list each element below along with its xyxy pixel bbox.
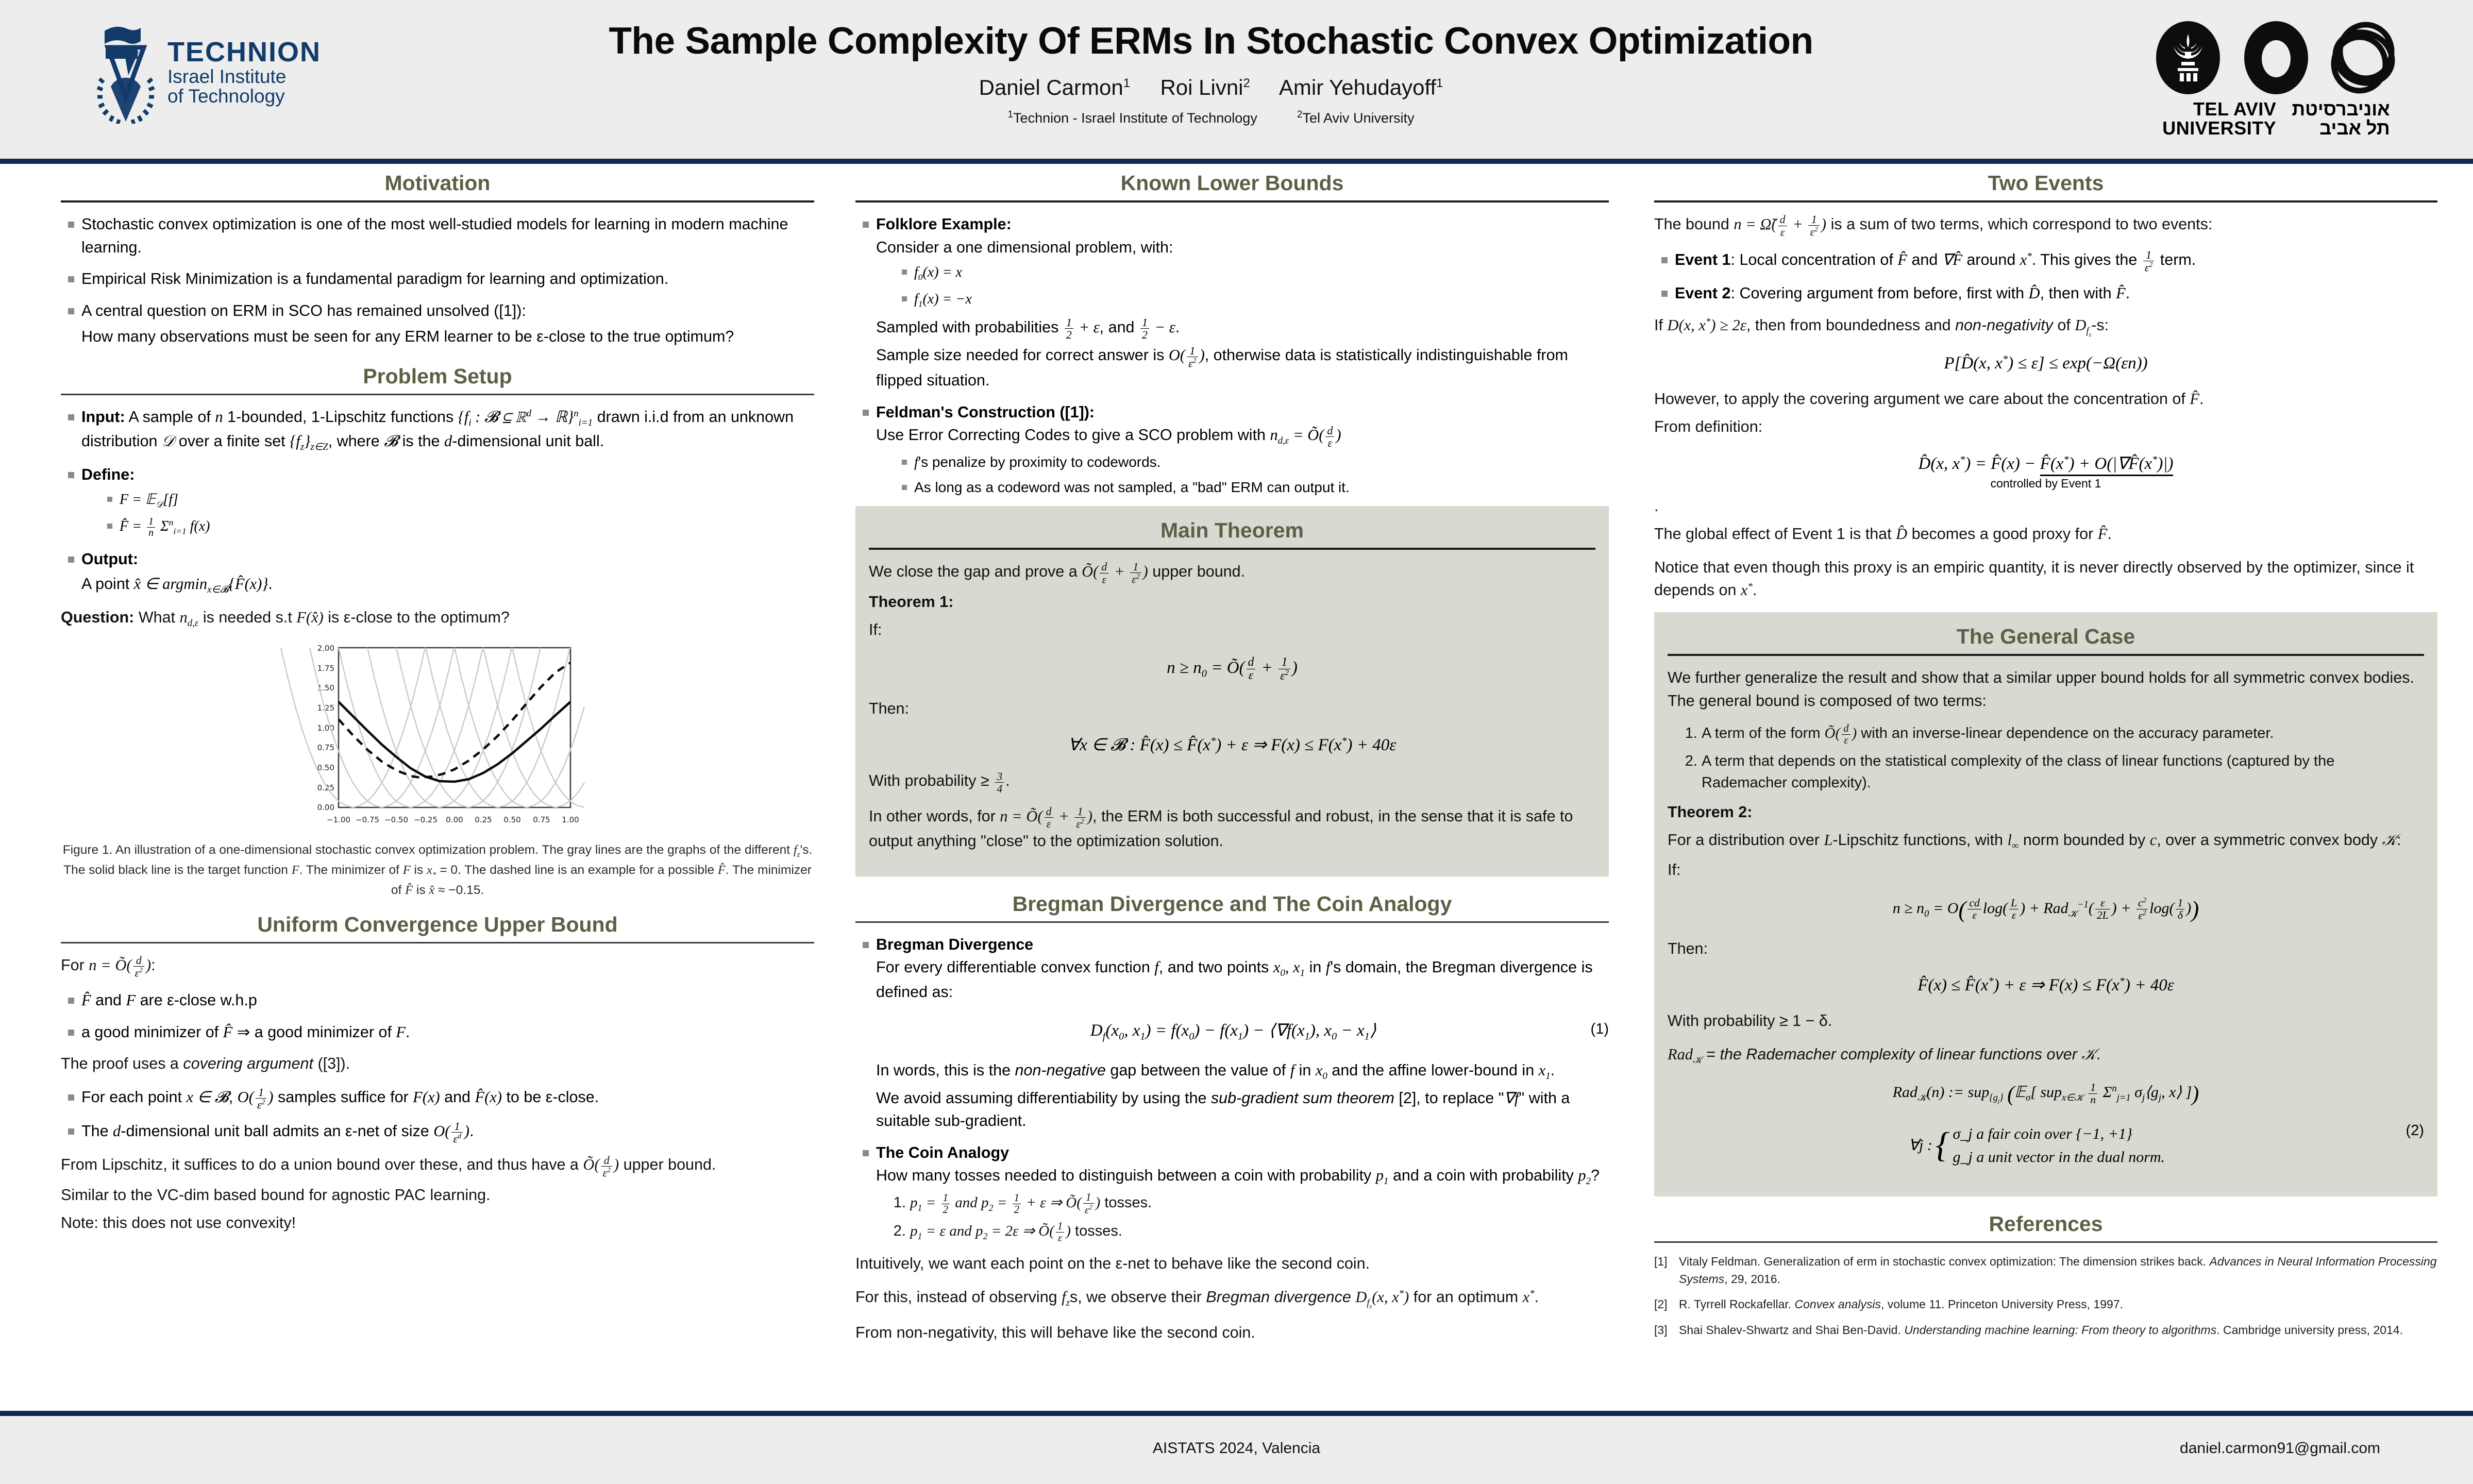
gc-forall-line2: g_j a unit vector in the dual norm.: [1953, 1148, 2165, 1166]
affil-text: Technion - Israel Institute of Technology: [1013, 110, 1257, 126]
section-known-lower-bounds: [855, 164, 1609, 497]
column-middle: [855, 164, 1609, 1354]
reference-item: [1654, 1322, 2437, 1339]
section-title-references: References: [1989, 1211, 2103, 1236]
section-main-theorem: [855, 506, 1609, 876]
gc-probability: With probability ≥ 1 − δ.: [1668, 1012, 1832, 1030]
feldman-items: [876, 452, 1609, 497]
gc-items: [1668, 722, 2424, 794]
list-item-input: Input: A sample of n 1-bounded, 1-Lipschitz functions {$f_i$ : 𝓑 ⊆ ℝ$^d$ → ℝ}$^n_{i=1}$ drawn i.i.d from an unknown distribution 𝒟 over a finite set $\{f_z\}_{z\in Z}$, where 𝓑 is the d-dimensional unit ball.: [61, 406, 814, 454]
author-name: Amir Yehudayoff: [1278, 75, 1437, 100]
reference-text: R. Tyrrell Rockafellar. Convex analysis, volume 11. Princeton University Press, 1997.: [1679, 1297, 2124, 1311]
mt-theorem-label: Theorem 1:: [869, 593, 954, 611]
list-item: f's penalize by proximity to codewords.: [896, 452, 1609, 473]
ucub-for-line: For n = Õ( $\frac{d}{\varepsilon^2}$ ):: [61, 953, 156, 980]
te-equation-1: P[D̂(x, x*) ≤ ε] ≤ exp(−Ω(εn)): [1944, 353, 2148, 373]
list-item: A central question on ERM in SCO has remained unsolved ([1]): How many observations must be seen for any ERM learner to be ε-close to the true optimum?: [61, 299, 814, 348]
gc-if-label: If:: [1668, 861, 1681, 879]
te-if-line: If D(x, x*) ≥ 2ε, then from boundedness and non-negativity of $D_{f_z}-s$:: [1654, 316, 2109, 338]
svg-text:−0.25: −0.25: [414, 815, 438, 825]
klb-bullets: [855, 213, 1609, 497]
gc-theorem-intro: For a distribution over L-Lipschitz functions, with $l_\infty$ norm bounded by c, over a symmetric convex body 𝒦:: [1668, 831, 2401, 852]
svg-text:0.75: 0.75: [317, 743, 334, 753]
section-uniform-convergence: [61, 905, 814, 1235]
poster-columns: [0, 164, 2473, 1401]
title-block: [464, 21, 1958, 126]
feldman-text: Use Error Correcting Codes to give a SCO problem with $n_{d,\varepsilon}$ = Õ( $\frac{d}{\varepsilon}$ ): [876, 424, 1341, 449]
reference-text: Vitaly Feldman. Generalization of erm in stochastic convex optimization: The dimension strikes back. Advances in Neural Information Processing Systems, 29, 2016.: [1679, 1254, 2437, 1286]
list-item: $f_1(x) = -x$: [896, 289, 1609, 311]
svg-text:0.00: 0.00: [317, 803, 334, 813]
author-list: [464, 75, 1958, 100]
technion-sub1: Israel Institute: [167, 65, 287, 87]
affil-text: Tel Aviv University: [1302, 110, 1415, 126]
section-title-two-events: Two Events: [1988, 171, 2104, 195]
list-item: Empirical Risk Minimization is a fundamental paradigm for learning and optimization.: [61, 267, 814, 291]
figure-caption: Figure 1. An illustration of a one-dimensional stochastic convex optimization problem. The gray lines are the graphs of the different $f_z's$. The solid black line is the target function F. The minimizer of F is $x_* = 0$. The dashed line is an example for a possible F̂. The minimizer of F̂ is x̂ ≈ −0.15.: [62, 843, 813, 897]
output-label: Output:: [81, 550, 139, 568]
tau-swirl-icon: [2326, 20, 2403, 96]
te-global: The global effect of Event 1 is that D̂ becomes a good proxy for F̂.: [1654, 525, 2112, 543]
bregman-bullets: [855, 933, 1609, 1244]
gc-equation-number: (2): [2405, 1122, 2424, 1139]
question-label: Question:: [61, 608, 134, 626]
technion-logo-text: [167, 38, 321, 107]
list-item: As long as a codeword was not sampled, a "bad" ERM can output it.: [896, 477, 1609, 497]
gc-forall-line1: σ_j a fair coin over {−1, +1}: [1953, 1125, 2132, 1142]
list-item: Stochastic convex optimization is one of the most well-studied models for learning in modern machine learning.: [61, 213, 814, 259]
list-item: F̂ and F are ε-close w.h.p: [61, 989, 814, 1012]
list-item: 2. $p_1 = \varepsilon$ and $p_2 = 2\varepsilon$ ⇒ Õ( $\frac{1}{\varepsilon}$ ) tosses.: [910, 1220, 1609, 1244]
gc-then-label: Then:: [1668, 939, 1708, 957]
gc-intro: We further generalize the result and show that a similar upper bound holds for all symmetric convex bodies. The general bound is composed of two terms:: [1668, 669, 2414, 710]
bd-intro: For every differentiable convex function f, and two points $x_0$, $x_1$ in f's domain, the Bregman divergence is defined as:: [876, 958, 1593, 1001]
two-events-list: [1654, 248, 2437, 305]
list-item: The d-dimensional unit ball admits an ε-net of size O( $\frac{1}{\varepsilon^d}$ ).: [61, 1120, 814, 1145]
svg-text:1.25: 1.25: [317, 703, 334, 713]
tau-menorah-icon: [2149, 20, 2227, 96]
technion-logo: [95, 21, 321, 124]
svg-text:−0.50: −0.50: [384, 815, 408, 825]
coin-label: The Coin Analogy: [876, 1143, 1010, 1161]
list-item-output: [61, 548, 814, 597]
footer-conference: AISTATS 2024, Valencia: [1152, 1440, 1321, 1457]
list-item-bregman-divergence: [855, 933, 1609, 1133]
ucub-bullets-2: [61, 1086, 814, 1144]
section-title-klb: Known Lower Bounds: [1120, 171, 1344, 195]
svg-text:1.00: 1.00: [317, 723, 334, 733]
coin-fromnon: From non-negativity, this will behave like the second coin.: [855, 1323, 1255, 1341]
svg-text:0.00: 0.00: [446, 815, 463, 825]
section-title-problem-setup: Problem Setup: [363, 364, 512, 388]
bd-avoid: We avoid assuming differentiability by using the sub-gradient sum theorem [2], to replace "∇f" with a suitable sub-gradient.: [876, 1089, 1570, 1130]
problem-setup-bullets: [61, 406, 814, 597]
footer-email[interactable]: daniel.carmon91@gmail.com: [2180, 1440, 2380, 1457]
poster-footer: [0, 1411, 2473, 1484]
gc-forall-label: ∀j :: [1908, 1137, 1932, 1154]
author-name: Daniel Carmon: [979, 75, 1123, 100]
coin-forthis: For this, instead of observing $f_zs$, we observe their Bregman divergence $D_{f_z}(x$, x*) for an optimum x*.: [855, 1288, 1539, 1310]
ucub-proof-line: The proof uses a covering argument ([3]).: [61, 1055, 350, 1073]
ucub-closing-3: Note: this does not use convexity!: [61, 1214, 296, 1232]
gc-equation-rad: Rad$_𝒦$(n) := sup$_{\{g_j\}}$ (𝔼$_\sigma$[ sup$_{x\in 𝒦}$ $\frac{1}{n}$ $\Sigma^n_{j=1}$ $\sigma_j⟨g_j$, x⟩ ]): [1892, 1081, 2199, 1106]
list-item: For each point x ∈ 𝓑, O( $\frac{1}{\varepsilon^2}$ ) samples suffice for F(x) and F̂(x) to be ε-close.: [61, 1086, 814, 1111]
gc-equation-forall: (2) ∀j : { σ_j a fair coin over {−1, +1} g_j a unit vector in the dual norm.: [1668, 1122, 2424, 1169]
define-label: Define:: [81, 465, 135, 483]
mt-if-label: If:: [869, 621, 882, 639]
mt-probability: With probability ≥ $\frac{3}{4}$ .: [869, 769, 1010, 795]
author-name: Roi Livni: [1160, 75, 1243, 100]
column-right: [1654, 164, 2437, 1347]
bd-label: Bregman Divergence: [876, 935, 1034, 953]
svg-text:1.75: 1.75: [317, 664, 334, 673]
coin-items: [876, 1192, 1609, 1244]
event2-label: Event 2: [1675, 284, 1731, 302]
list-item-event-1: Event 1: Local concentration of F̂ and ∇F̂ around x*. This gives the $\frac{1}{\varepsilon^2}$ term.: [1654, 248, 2437, 274]
svg-text:0.25: 0.25: [317, 783, 334, 793]
reference-tag: [2]: [1654, 1297, 1668, 1311]
problem-setup-question: Question: What $n_{d,\varepsilon}$ is needed s.t F(x̂) is ε-close to the optimum?: [61, 608, 510, 629]
mt-equation-then: ∀x ∈ 𝓑 : F̂(x) ≤ F̂(x*) + ε ⇒ F(x) ≤ F(x*) + 40ε: [1068, 735, 1397, 755]
gc-theorem-label: Theorem 2:: [1668, 803, 1753, 821]
folklore-sampled: Sampled with probabilities $\frac{1}{2}$ + ε, and $\frac{1}{2}$ − ε.: [876, 316, 1180, 342]
poster-header: [0, 0, 2473, 164]
define-items: [81, 489, 814, 538]
bd-equation-number: (1): [1590, 1020, 1609, 1037]
section-motivation: [61, 164, 814, 348]
reference-item: [1654, 1253, 2437, 1288]
figure-1: [61, 640, 814, 900]
affiliation-list: [464, 109, 1958, 126]
tel-aviv-university-logo: [2111, 20, 2441, 138]
list-item: 1. A term of the form Õ( $\frac{d}{\varepsilon}$ ) with an inverse-linear dependence on the accuracy parameter.: [1702, 722, 2424, 746]
motivation-bullets: [61, 213, 814, 348]
tau-name-he: אוניברסיטת תל אביב: [2292, 98, 2390, 139]
author-affil-marker: 1: [1436, 76, 1443, 91]
folklore-intro: Consider a one dimensional problem, with:: [876, 238, 1173, 256]
technion-sub2: of Technology: [167, 86, 285, 107]
section-bregman: [855, 885, 1609, 1344]
svg-text:−1.00: −1.00: [327, 815, 350, 825]
reference-text: Shai Shalev-Shwartz and Shai Ben-David. Understanding machine learning: From theory to algorithms. Cambridge university press, 2014.: [1679, 1323, 2403, 1337]
mt-closing: In other words, for n = Õ( $\frac{d}{\varepsilon}$ + $\frac{1}{\varepsilon^2}$ ), the ERM is both successful and robust, in the sense that it is safe to output anything "close" to the optimization solution.: [869, 804, 1573, 850]
gc-equation-if: $n \ge n_0 = O$( $\frac{cd}{\varepsilon}$ log( $\frac{L}{\varepsilon}$ ) + Rad$_𝒦^{-1}$( $\frac{\varepsilon}{2L}$ ) + $\frac{c^2}{\varepsilon^2}$ log( $\frac{1}{\delta}$ )): [1892, 896, 2199, 922]
te-underbrace-label: controlled by Event 1: [1990, 476, 2101, 490]
te-fromdef: From definition:: [1654, 418, 1763, 436]
te-bound-line: The bound n = Ω̃( $\frac{d}{\varepsilon}$ + $\frac{1}{\varepsilon^2}$ ) is a sum of two terms, which correspond to two events:: [1654, 213, 2213, 239]
coin-intuitive: Intuitively, we want each point on the ε-net to behave like the second coin.: [855, 1255, 1370, 1273]
motivation-subline: How many observations must be seen for any ERM learner to be ε-close to the true optimum?: [81, 328, 734, 346]
te-dot: .: [1654, 497, 1659, 515]
svg-text:0.25: 0.25: [475, 815, 492, 825]
svg-text:1.00: 1.00: [562, 815, 579, 825]
technion-emblem-icon: [95, 21, 156, 124]
section-title-motivation: Motivation: [384, 171, 491, 195]
list-item: a good minimizer of F̂ ⇒ a good minimizer of F.: [61, 1021, 814, 1044]
folklore-size: Sample size needed for correct answer is O( $\frac{1}{\varepsilon^2}$ ), otherwise data is statistically indistinguishable from flipped situation.: [876, 344, 1568, 390]
mt-intro: We close the gap and prove a Õ( $\frac{d}{\varepsilon}$ + $\frac{1}{\varepsilon^2}$ ) upper bound.: [869, 560, 1246, 586]
author-affil-marker: 1: [1123, 76, 1131, 91]
page-title: The Sample Complexity Of ERMs In Stochastic Convex Optimization: [609, 20, 1813, 62]
ucub-closing-2: Similar to the VC-dim based bound for agnostic PAC learning.: [61, 1186, 491, 1204]
reference-tag: [1]: [1654, 1254, 1668, 1268]
section-problem-setup: [61, 357, 814, 631]
list-item: 1. $p_1$ = $\frac{1}{2}$ and $p_2$ = $\frac{1}{2}$ + ε ⇒ Õ( $\frac{1}{\varepsilon^2}$ ) tosses.: [910, 1192, 1609, 1216]
list-item: $f_0(x) = x$: [896, 262, 1609, 284]
section-general-case: [1654, 612, 2437, 1196]
section-title-main-theorem: Main Theorem: [1160, 518, 1304, 543]
svg-text:0.50: 0.50: [317, 763, 334, 773]
te-notice: Notice that even though this proxy is an empiric quantity, it is never directly observed by the optimizer, since it depends on x*.: [1654, 558, 2414, 599]
section-references: [1654, 1205, 2437, 1339]
ucub-closing-1: From Lipschitz, it suffices to do a union bound over these, and thus have a Õ( $\frac{d}{\varepsilon^2}$ ) upper bound.: [61, 1153, 716, 1179]
feldman-label: Feldman's Construction ([1]):: [876, 403, 1095, 421]
author-affil-marker: 2: [1243, 76, 1250, 91]
folklore-label: Folklore Example:: [876, 215, 1012, 233]
tau-ring-icon: [2240, 20, 2312, 96]
list-item-feldman: [855, 401, 1609, 497]
technion-name: TECHNION: [167, 36, 321, 68]
te-however: However, to apply the covering argument we care about the concentration of F̂.: [1654, 390, 2204, 408]
list-item-coin-analogy: [855, 1141, 1609, 1244]
mt-then-label: Then:: [869, 699, 909, 717]
list-item: F = 𝔼$_𝒟$[f]: [101, 489, 814, 511]
mt-equation-if: $n \ge n_0$ = Õ( $\frac{d}{\varepsilon}$ + $\frac{1}{\varepsilon^2}$ ): [1167, 655, 1298, 683]
scp-illustration-chart: [278, 640, 597, 831]
bd-equation: (1) $D_f(x_0$, $x_1) = f(x_0) - f(x_1)$ − $⟨\nabla f(x_1)$, $x_0$ − $x_1⟩$: [876, 1018, 1609, 1044]
reference-tag: [3]: [1654, 1323, 1668, 1337]
output-text: A point x̂ ∈ argmin$_{x\in 𝓑}${F̂(x)}.: [81, 575, 273, 596]
list-item-event-2: Event 2: Covering argument from before, first with D̂, then with F̂.: [1654, 282, 2437, 305]
bd-words: In words, this is the non-negative gap between the value of f in $x_0$ and the affine lower-bound in $x_1$.: [876, 1061, 1555, 1082]
folklore-items: [876, 262, 1609, 311]
coin-question: How many tosses needed to distinguish between a coin with probability $p_1$ and a coin with probability $p_2$?: [876, 1167, 1600, 1187]
event1-label: Event 1: [1675, 250, 1731, 268]
svg-text:0.50: 0.50: [503, 815, 521, 825]
list-item: F̂ = $\frac{1}{n}$ $\Sigma^n_{i=1}$ f(x): [101, 516, 814, 538]
te-equation-2: D̂(x, x*) = F̂(x) − F̂(x*) + O(|∇F̂(x*)|) controlled by Event 1: [1654, 453, 2437, 491]
section-title-bregman: Bregman Divergence and The Coin Analogy: [1012, 891, 1452, 916]
affil-marker: 2: [1297, 109, 1303, 121]
section-title-ucub: Uniform Convergence Upper Bound: [257, 912, 618, 936]
gc-equation-then: F̂(x) ≤ F̂(x*) + ε ⇒ F(x) ≤ F(x*) + 40ε: [1917, 975, 2174, 995]
svg-text:2.00: 2.00: [317, 644, 334, 653]
section-two-events: [1654, 164, 2437, 602]
section-title-general-case: The General Case: [1956, 625, 2135, 648]
list-item-folklore: [855, 213, 1609, 392]
affil-marker: 1: [1007, 109, 1014, 121]
reference-item: [1654, 1296, 2437, 1313]
tau-name-en: TEL AVIV UNIVERSITY: [2162, 98, 2277, 139]
svg-text:−0.75: −0.75: [356, 815, 379, 825]
ucub-bullets: [61, 989, 814, 1043]
svg-text:1.50: 1.50: [317, 683, 334, 693]
svg-text:0.75: 0.75: [533, 815, 550, 825]
input-label: Input:: [81, 408, 125, 426]
list-item-define: [61, 463, 814, 539]
column-left: [61, 164, 814, 1243]
list-item: 2. A term that depends on the statistical complexity of the class of linear functions (captured by the Rademacher complexity).: [1702, 750, 2424, 794]
reference-list: [1654, 1253, 2437, 1339]
gc-rad-line: Rad$_𝒦$ = the Rademacher complexity of linear functions over 𝒦.: [1668, 1045, 2101, 1066]
